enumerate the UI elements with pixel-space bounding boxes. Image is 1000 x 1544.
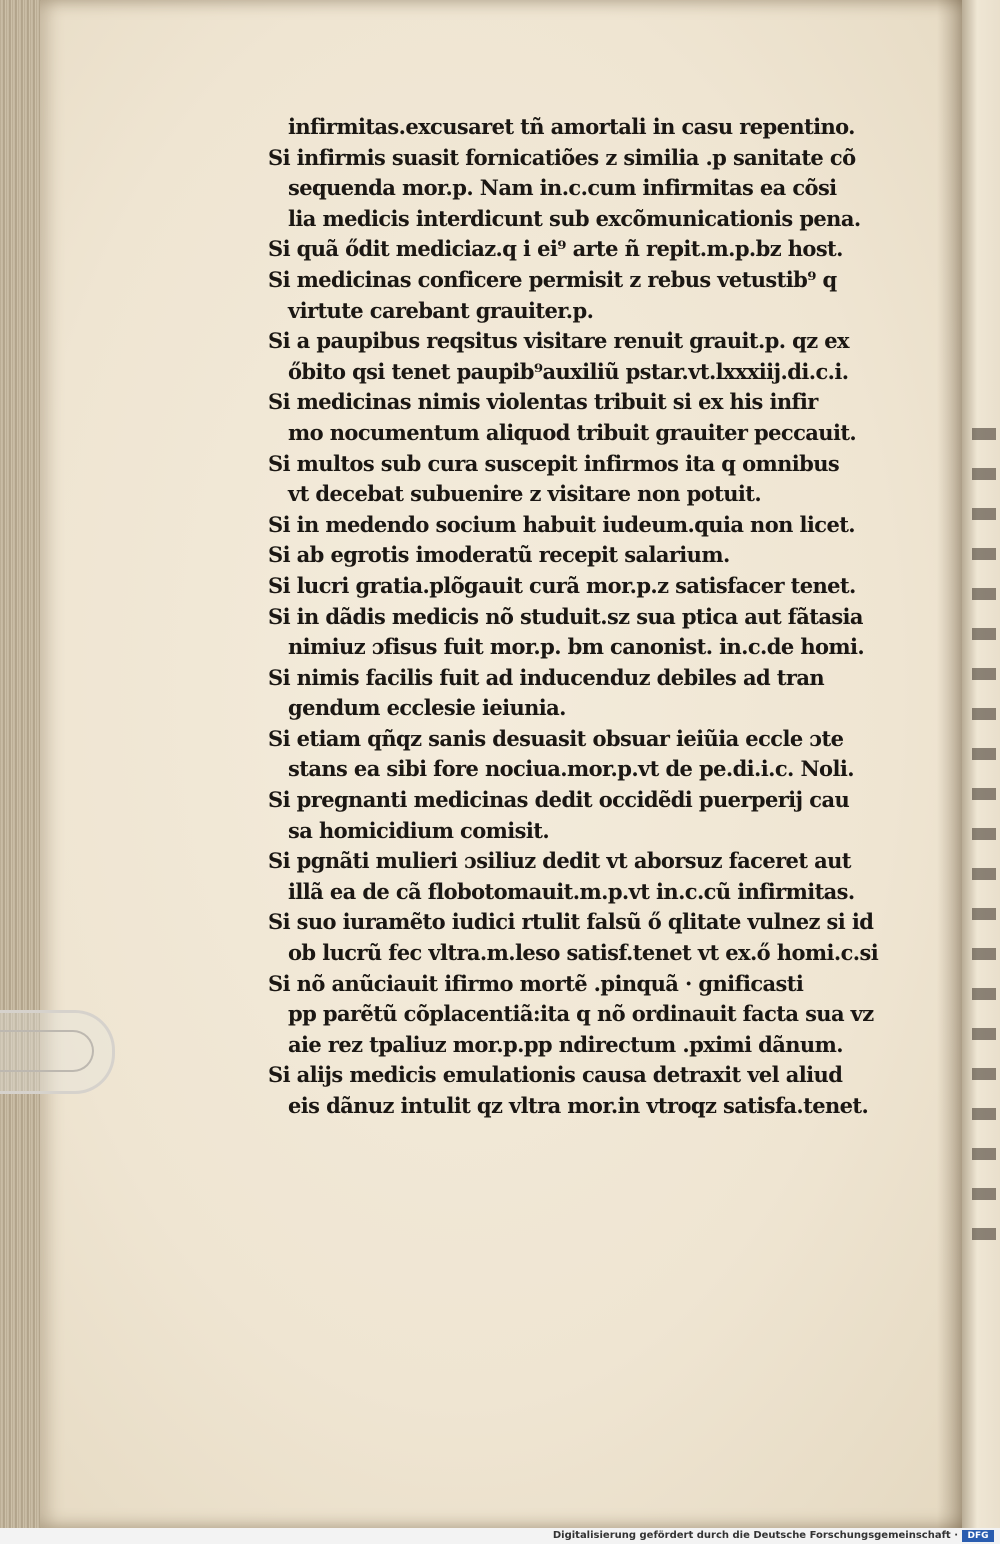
- text-line: ob lucrũ fec vltra.m.leso satisf.tenet vt ex.ő homi.c.si: [288, 940, 879, 966]
- text-line: Si etiam qñqz sanis desuasit obsuar ieiũia eccle ɔte: [268, 725, 844, 751]
- text-line: lia medicis interdicunt sub excõmunicationis pena.: [288, 205, 861, 231]
- text-line: Si quã ődit mediciaz.q i ei⁹ arte ñ repit.m.p.bz host.: [268, 236, 843, 262]
- page-text-block: [268, 112, 916, 1122]
- text-line: Si lucri gratia.plõgauit curã mor.p.z satisfacer tenet.: [268, 572, 856, 598]
- text-line: Si pregnanti medicinas dedit occidẽdi puerperij cau: [268, 787, 850, 813]
- text-line: Si in dãdis medicis nõ studuit.sz sua ptica aut fãtasia: [268, 603, 863, 629]
- text-line: Si nimis facilis fuit ad inducenduz debiles ad tran: [268, 664, 825, 690]
- text-line: Si ab egrotis imoderatũ recepit salarium.: [268, 542, 730, 568]
- text-line: Si suo iuramẽto iudici rtulit falsũ ő qlitate vulnez si id: [268, 909, 874, 935]
- footer-credit: Digitalisierung gefördert durch die Deutsche Forschungsgemeinschaft ·: [552, 1530, 958, 1541]
- text-line: nimiuz ɔfisus fuit mor.p. bm canonist. in.c.de homi.: [288, 634, 865, 660]
- text-line: Si medicinas nimis violentas tribuit si ex his infir: [268, 389, 818, 415]
- text-line: őbito qsi tenet paupib⁹auxiliũ pstar.vt.lxxxiij.di.c.i.: [288, 358, 849, 384]
- text-line: sa homicidium comisit.: [288, 817, 550, 843]
- text-line: Si multos sub cura suscepit infirmos ita q omnibus: [268, 450, 840, 476]
- text-line: illã ea de cã flobotomauit.m.p.vt in.c.cũ infirmitas.: [288, 878, 855, 904]
- text-line: pp parẽtũ cõplacentiã:ita q nõ ordinauit facta sua vz: [288, 1001, 874, 1027]
- text-line: Si in medendo socium habuit iudeum.quia non licet.: [268, 511, 856, 537]
- text-line: gendum ecclesie ieiunia.: [288, 695, 566, 721]
- bookmark-clip-inner: [0, 1030, 94, 1072]
- text-line: Si nõ anũciauit ifirmo mortẽ .pinquã · gnificasti: [268, 970, 804, 996]
- text-line: stans ea sibi fore nociua.mor.p.vt de pe.di.i.c. Noli.: [288, 756, 854, 782]
- text-line: virtute carebant grauiter.p.: [288, 297, 594, 323]
- text-line: eis dãnuz intulit qz vltra mor.in vtroqz satisfa.tenet.: [288, 1093, 869, 1118]
- text-line: Si alijs medicis emulationis causa detraxit vel aliud: [268, 1062, 843, 1088]
- text-line: Si infirmis suasit fornicatiões z similia .p sanitate cõ: [268, 144, 856, 170]
- text-line: Si a paupibus reqsitus visitare renuit grauit.p. qz ex: [268, 328, 849, 354]
- text-line: infirmitas.excusaret tñ amortali in casu repentino.: [288, 114, 855, 139]
- text-line: Si medicinas conficere permisit z rebus vetustib⁹ q: [268, 266, 837, 292]
- text-line: sequenda mor.p. Nam in.c.cum infirmitas ea cõsi: [288, 175, 837, 201]
- facing-page-text-fragments: [972, 400, 996, 1250]
- text-line: aie rez tpaliuz mor.p.pp ndirectum .pximi dãnum.: [288, 1031, 843, 1057]
- text-line: Si pgnãti mulieri ɔsiliuz dedit vt aborsuz faceret aut: [268, 848, 851, 874]
- text-line: vt decebat subuenire z visitare non potuit.: [288, 481, 762, 507]
- dfg-logo: DFG: [962, 1530, 994, 1542]
- text-line: mo nocumentum aliquod tribuit grauiter peccauit.: [288, 419, 857, 445]
